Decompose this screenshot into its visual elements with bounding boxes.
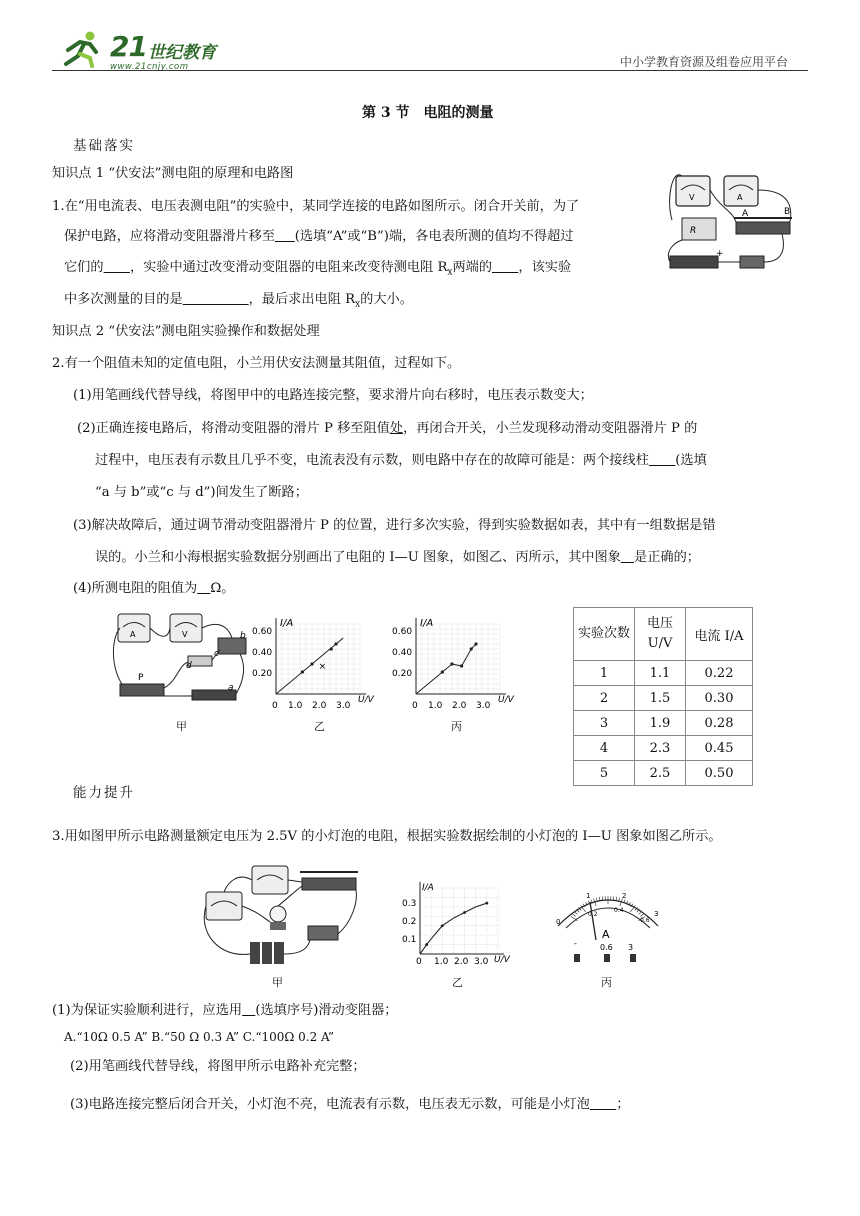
q2-part1: (1)用笔画线代替导线，将图甲中的电路连接完整，要求滑片向右移时，电压表示数变大； [73, 388, 593, 403]
svg-text:-: - [188, 691, 192, 701]
bing-xtick-2: 2.0 [452, 701, 467, 711]
q3-part1: (1)为保证实验顺利进行，应选用 (选填序号)滑动变阻器； [52, 1003, 398, 1018]
q1-blank-3[interactable] [492, 260, 518, 275]
yi-ytick-1: 0.40 [252, 648, 273, 658]
bing-ylabel: I/A [420, 618, 434, 629]
q2-caption-jia: 甲 [176, 720, 187, 733]
q3-blank-1[interactable] [242, 1003, 255, 1018]
yi-ylabel: I/A [280, 618, 294, 629]
yi-ytick-0: 0.60 [252, 627, 273, 637]
q2-part2-line3: “a 与 b”或“c 与 d”)间发生了断路； [95, 485, 308, 500]
ammeter-icon [724, 176, 758, 206]
q2-caption-bing: 丙 [451, 720, 462, 733]
q1-blank-2[interactable] [104, 260, 130, 275]
svg-text:d: d [186, 661, 192, 671]
q2-graph-yi [250, 614, 374, 711]
dial-top-2: 2 [622, 892, 627, 900]
svg-text:+: + [716, 249, 724, 259]
table-row: 2 1.5 0.30 [574, 686, 753, 711]
dial-bottom-2: 0.6 [640, 917, 650, 924]
voltmeter-icon [676, 176, 710, 206]
bing-ytick-1: 0.40 [392, 648, 413, 658]
dial-bottom-1: 0.4 [614, 907, 624, 914]
q3-ytick-0: 0.3 [402, 899, 417, 909]
yi-xtick-2: 2.0 [312, 701, 327, 711]
voltmeter-icon [206, 892, 242, 920]
dial-tick [573, 914, 576, 916]
dial-bottom-0: 0.2 [588, 911, 598, 918]
dial-tick [574, 912, 577, 915]
q2-part3-line2: 误的。小兰和小海根据实验数据分别画出了电阻的 I—U 图象，如图乙、丙所示，其中图象 是正确的； [95, 550, 700, 565]
yi-data-point [330, 647, 333, 650]
knowledge-point-1: 知识点 1 “伏安法”测电阻的原理和电路图 [52, 166, 294, 181]
q1-circuit-figure [662, 170, 802, 280]
q3-blank-2[interactable] [590, 1097, 616, 1112]
logo-url: www.21cnjy.com [110, 62, 189, 72]
bing-xlabel: U/V [498, 695, 514, 705]
svg-text:P: P [138, 673, 144, 683]
q3-caption-yi: 乙 [452, 976, 463, 989]
q3-data-point [463, 911, 466, 914]
table-header-cell: 电流 I/A [686, 608, 753, 661]
q3-xtick-3: 3.0 [474, 957, 489, 967]
q1-line3: 它们的 ，实验中通过改变滑动变阻器的电阻来改变待测电阻 $R_x$两端的 ，该实验 [64, 260, 572, 278]
dial-top-0: 0 [556, 918, 561, 926]
table-header-cell: 电压 U/V [635, 608, 686, 661]
bing-xtick-1: 1.0 [428, 701, 443, 711]
table-row: 1 1.1 0.22 [574, 661, 753, 686]
data-table [573, 607, 753, 786]
dial-tick [571, 916, 578, 920]
switch-icon [308, 926, 338, 940]
q3-ytick-1: 0.2 [402, 917, 417, 927]
yi-data-point [334, 642, 337, 645]
logo-runner-icon [62, 30, 106, 68]
svg-text:b: b [240, 631, 246, 641]
bing-data-point [441, 670, 444, 673]
lamp-icon [270, 906, 286, 930]
table-row: 5 2.5 0.50 [574, 761, 753, 786]
dial-terminal-0: - [574, 939, 577, 948]
dial-unit: A [602, 928, 610, 941]
dial-terminal-1: 0.6 [600, 943, 613, 952]
q1-line1: 1.在“用电流表、电压表测电阻”的实验中，某同学连接的电路如图所示。闭合开关前，为了 [52, 199, 580, 214]
resistor-icon [186, 649, 219, 671]
yi-xtick-0: 0 [272, 701, 278, 711]
q2-blank-1[interactable]: 处 [389, 421, 404, 436]
page-title: 第 3 节 电阻的测量 [362, 105, 494, 121]
q3-options: A.“10Ω 0.5 A” B.“50 Ω 0.3 A” C.“100Ω 0.2 A” [64, 1030, 335, 1044]
q3-circuit-figure [198, 862, 364, 972]
q3-data-point [485, 902, 488, 905]
battery-icon [188, 683, 236, 701]
switch-icon [740, 256, 764, 268]
q2-part4: (4)所测电阻的阻值为 Ω。 [73, 581, 235, 596]
svg-text:A: A [737, 193, 743, 202]
q3-caption-bing: 丙 [601, 976, 612, 989]
yi-xtick-1: 1.0 [288, 701, 303, 711]
svg-text:a: a [228, 683, 234, 693]
terminal-post-icon [574, 954, 636, 962]
yi-outlier-mark: × [318, 662, 327, 672]
bing-data-point [474, 642, 477, 645]
table-row: 4 2.3 0.45 [574, 736, 753, 761]
dial-top-1: 1 [586, 892, 591, 900]
yi-xtick-3: 3.0 [336, 701, 351, 711]
logo-name: 世纪教育 [148, 43, 216, 63]
q3-part2: (2)用笔画线代替导线，将图甲所示电路补充完整； [70, 1059, 366, 1074]
logo-number: 21 [110, 30, 147, 63]
yi-xlabel: U/V [358, 695, 374, 705]
q3-xtick-0: 0 [416, 957, 422, 967]
dial-terminal-2: 3 [628, 943, 634, 952]
dial-needle [590, 902, 596, 940]
table-header-cell: 实验次数 [574, 608, 635, 661]
q3-xtick-1: 1.0 [434, 957, 449, 967]
switch-icon [218, 631, 246, 654]
q2-caption-yi: 乙 [314, 720, 325, 733]
svg-text:V: V [689, 193, 695, 202]
q3-xtick-2: 2.0 [454, 957, 469, 967]
dial-tick [639, 912, 642, 915]
knowledge-point-2: 知识点 2 “伏安法”测电阻实验操作和数据处理 [52, 324, 320, 339]
q3-ammeter-dial [548, 880, 668, 966]
q2-circuit-figure [108, 610, 254, 710]
q1-line2: 保护电路，应将滑动变阻器滑片移至 (选填“A”或“B”)端，各电表所测的值均不得超过 [64, 229, 574, 244]
bing-data-point [470, 647, 473, 650]
platform-name: 中小学教育资源及组卷应用平台 [620, 55, 789, 69]
ammeter-icon [118, 614, 150, 642]
dial-top-3: 3 [654, 910, 659, 918]
battery-icon [670, 249, 724, 268]
q2-line1: 2.有一个阻值未知的定值电阻，小兰用伏安法测量其阻值，过程如下。 [52, 356, 461, 371]
q2-blank-4[interactable] [197, 581, 210, 596]
q1-blank-4[interactable] [183, 292, 249, 307]
yi-fit-line [276, 638, 343, 694]
section-advanced: 能力提升 [73, 785, 135, 801]
svg-text:B: B [784, 207, 791, 217]
bing-data-point [460, 664, 463, 667]
bing-xtick-0: 0 [412, 701, 418, 711]
q2-blank-2[interactable] [649, 453, 675, 468]
svg-text:A: A [742, 209, 749, 219]
svg-text:V: V [182, 630, 188, 639]
q3-part3: (3)电路连接完整后闭合开关，小灯泡不亮，电流表有示数，电压表无示数，可能是小灯泡 ； [70, 1097, 630, 1112]
q3-caption-jia: 甲 [272, 976, 283, 989]
rheostat-icon [300, 872, 358, 890]
q3-graph-yi [400, 880, 514, 966]
q2-part3-line1: (3)解决故障后，通过调节滑动变阻器滑片 P 的位置，进行多次实验，得到实验数据如表，其中有一组数据是错 [73, 518, 716, 533]
voltmeter-icon [170, 614, 202, 642]
q1-blank-1[interactable] [275, 229, 295, 244]
battery-icon [250, 942, 284, 964]
bing-xtick-3: 3.0 [476, 701, 491, 711]
rheostat-icon [120, 673, 164, 696]
yi-ytick-2: 0.20 [252, 669, 273, 679]
q2-blank-3[interactable] [621, 550, 634, 565]
q3-ytick-2: 0.1 [402, 935, 417, 945]
q3-ylabel: I/A [422, 883, 434, 893]
yi-data-point [301, 670, 304, 673]
bing-ytick-0: 0.60 [392, 627, 413, 637]
q2-graph-bing [390, 614, 514, 711]
q3-data-point [425, 943, 428, 946]
q2-part2: (2)正确连接电路后，将滑动变阻器的滑片 P 移至阻值处，再闭合开关，小兰发现移动滑动变阻器滑片 P 的 [77, 421, 698, 436]
ammeter-icon [252, 866, 288, 894]
rheostat-icon [734, 207, 792, 234]
section-basic: 基础落实 [73, 138, 135, 154]
q3-data-point [441, 924, 444, 927]
q3-xlabel: U/V [494, 955, 510, 965]
table-header-row [574, 608, 753, 661]
table-row: 3 1.9 0.28 [574, 711, 753, 736]
q2-part2-line2: 过程中，电压表有示数且几乎不变，电流表没有示数，则电路中存在的故障可能是：两个接线柱 (选填 [95, 453, 707, 468]
resistor-icon [682, 218, 716, 240]
header-divider [52, 70, 808, 71]
svg-text:c: c [214, 649, 219, 659]
svg-text:A: A [130, 630, 136, 639]
dial-tick [640, 914, 643, 916]
svg-text:R: R [690, 226, 697, 236]
bing-data-point [450, 662, 453, 665]
yi-data-point [310, 662, 313, 665]
bing-ytick-2: 0.20 [392, 669, 413, 679]
q1-line4: 中多次测量的目的是 ，最后求出电阻 $R_x$的大小。 [64, 292, 413, 310]
q3-line1: 3.用如图甲所示电路测量额定电压为 2.5V 的小灯泡的电阻，根据实验数据绘制的小灯泡的 I—U 图象如图乙所示。 [52, 829, 722, 844]
